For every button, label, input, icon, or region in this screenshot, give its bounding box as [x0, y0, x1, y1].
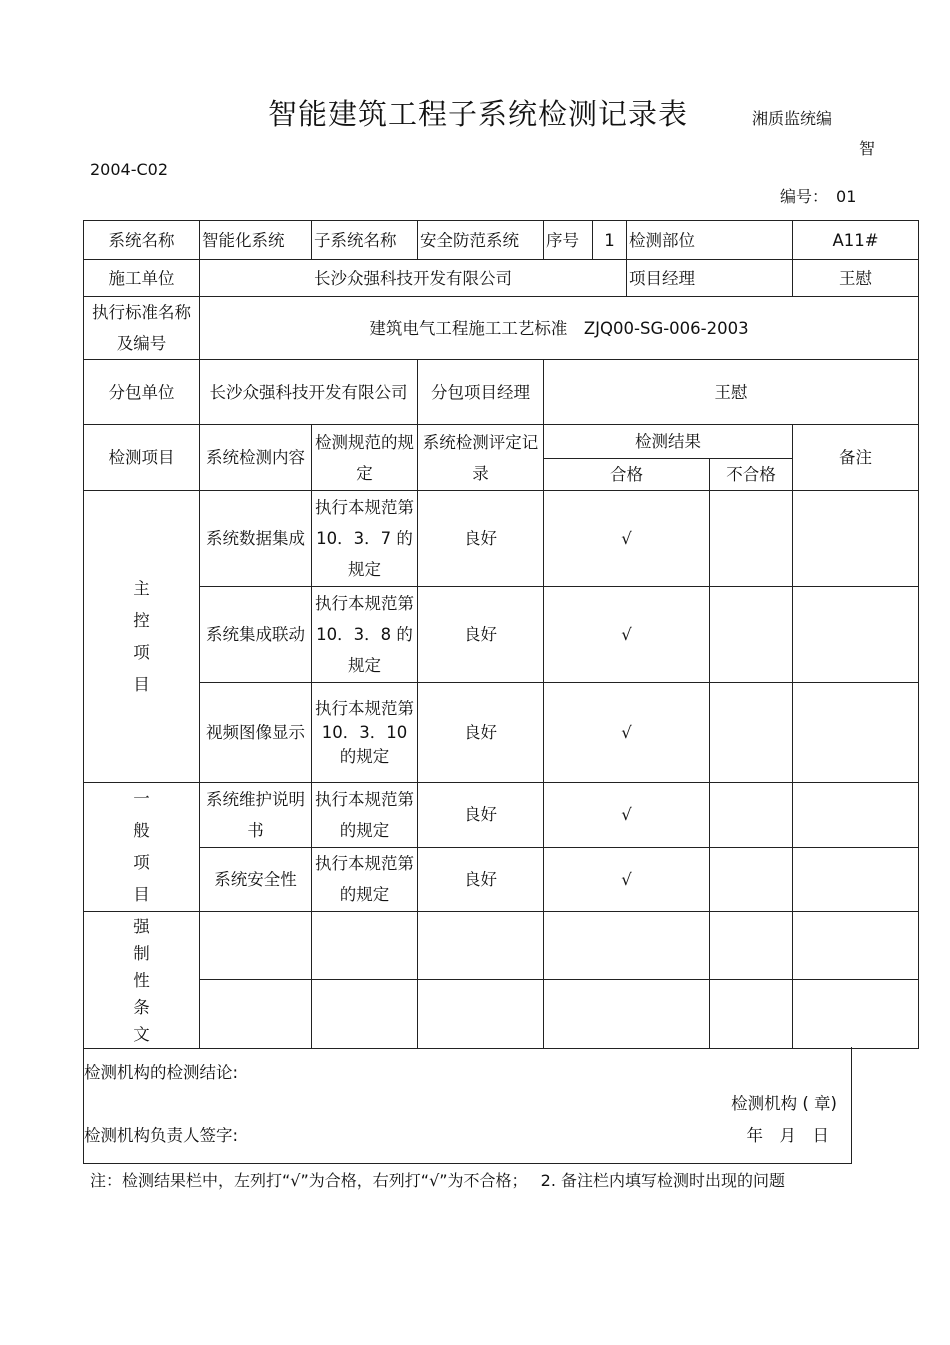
- contractor-value: 长沙众强科技开发有限公司: [200, 260, 627, 297]
- location-label: 检测部位: [627, 221, 793, 260]
- seq-value: 1: [593, 221, 627, 260]
- remark-cell: [793, 683, 919, 783]
- empty-cell: [200, 980, 312, 1049]
- number-label: 编号：: [780, 187, 829, 206]
- seq-label: 序号: [544, 221, 593, 260]
- col-pass-header: 合格: [544, 459, 710, 491]
- signer-label: 检测机构负责人签字:: [84, 1126, 239, 1145]
- pm-label: 项目经理: [627, 260, 793, 297]
- empty-cell: [544, 912, 710, 980]
- content-cell: 系统安全性: [200, 847, 312, 912]
- col-result-header: 检测结果: [544, 425, 793, 459]
- col-item-header: 检测项目: [84, 425, 200, 491]
- empty-cell: [200, 912, 312, 980]
- empty-cell: [793, 980, 919, 1049]
- record-cell: 良好: [418, 491, 544, 587]
- rule-cell: 执行本规范第 10．3．10 的规定: [312, 683, 418, 783]
- group-mandatory-text: 强制性条文: [133, 916, 150, 1044]
- content-cell: 系统数据集成: [200, 491, 312, 587]
- col-fail-header: 不合格: [710, 459, 793, 491]
- publisher-label: 湘质监统编: [752, 109, 833, 128]
- conclusion-label: 检测机构的检测结论:: [84, 1063, 239, 1082]
- standard-value: 建筑电气工程施工工艺标准 ZJQ00-SG-006-2003: [200, 297, 919, 360]
- record-cell: 良好: [418, 683, 544, 783]
- remark-cell: [793, 783, 919, 848]
- fail-cell: [710, 683, 793, 783]
- sub-unit-value: 长沙众强科技开发有限公司: [200, 360, 418, 425]
- rule-cell: 执行本规范第的规定: [312, 847, 418, 912]
- subsystem-label: 子系统名称: [312, 221, 418, 260]
- empty-cell: [544, 980, 710, 1049]
- empty-cell: [710, 912, 793, 980]
- content-cell: 系统维护说明书: [200, 783, 312, 848]
- content-cell: 系统集成联动: [200, 587, 312, 683]
- fail-cell: [710, 491, 793, 587]
- document-number: [780, 184, 856, 207]
- remark-cell: [793, 491, 919, 587]
- empty-cell: [312, 980, 418, 1049]
- inspection-table: [83, 220, 919, 1049]
- pass-cell: √: [544, 683, 710, 783]
- rule-cell: 执行本规范第的规定: [312, 783, 418, 848]
- pm-value: 王慰: [793, 260, 919, 297]
- group-general-text: 一般项目: [133, 789, 150, 904]
- group-main-text: 主控项目: [133, 578, 150, 694]
- col-content-header: 系统检测内容: [200, 425, 312, 491]
- empty-cell: [312, 912, 418, 980]
- contractor-label: 施工单位: [84, 260, 200, 297]
- form-code: 2004-C02: [90, 160, 169, 179]
- publisher-label-cont: 智: [859, 139, 876, 158]
- empty-cell: [793, 912, 919, 980]
- fail-cell: [710, 587, 793, 683]
- system-name-value: 智能化系统: [200, 221, 312, 260]
- number-value: 01: [836, 187, 857, 206]
- empty-cell: [710, 980, 793, 1049]
- rule-cell: 执行本规范第 10．3．7 的规定: [312, 491, 418, 587]
- pass-cell: √: [544, 587, 710, 683]
- record-cell: 良好: [418, 847, 544, 912]
- pass-cell: √: [544, 847, 710, 912]
- empty-cell: [418, 912, 544, 980]
- record-cell: 良好: [418, 587, 544, 683]
- content-cell: 视频图像显示: [200, 683, 312, 783]
- sub-unit-label: 分包单位: [84, 360, 200, 425]
- fail-cell: [710, 847, 793, 912]
- sub-pm-label: 分包项目经理: [418, 360, 544, 425]
- location-value: A11#: [793, 221, 919, 260]
- standard-label: 执行标准名称及编号: [84, 297, 200, 360]
- form-title: 智能建筑工程子系统检测记录表: [268, 97, 689, 131]
- col-rule-header: 检测规范的规定: [312, 425, 418, 491]
- empty-cell: [418, 980, 544, 1049]
- pass-cell: √: [544, 491, 710, 587]
- group-mandatory-label: [84, 912, 200, 1049]
- remark-cell: [793, 847, 919, 912]
- group-general-label: [84, 783, 200, 912]
- system-name-label: 系统名称: [84, 221, 200, 260]
- subsystem-value: 安全防范系统: [418, 221, 544, 260]
- col-record-header: 系统检测评定记录: [418, 425, 544, 491]
- sub-pm-value: 王慰: [544, 360, 919, 425]
- footnote: 注：检测结果栏中，左列打“√”为合格，右列打“√”为不合格； 2. 备注栏内填写检测时出现的问题: [90, 1171, 785, 1190]
- rule-cell: 执行本规范第 10．3．8 的规定: [312, 587, 418, 683]
- remark-cell: [793, 587, 919, 683]
- conclusion-box: [83, 1047, 852, 1164]
- fail-cell: [710, 783, 793, 848]
- date-label: 年 月 日: [746, 1126, 829, 1145]
- col-remark-header: 备注: [793, 425, 919, 491]
- group-main-label: [84, 491, 200, 783]
- record-cell: 良好: [418, 783, 544, 848]
- org-seal-label: 检测机构 ( 章): [731, 1094, 837, 1113]
- pass-cell: √: [544, 783, 710, 848]
